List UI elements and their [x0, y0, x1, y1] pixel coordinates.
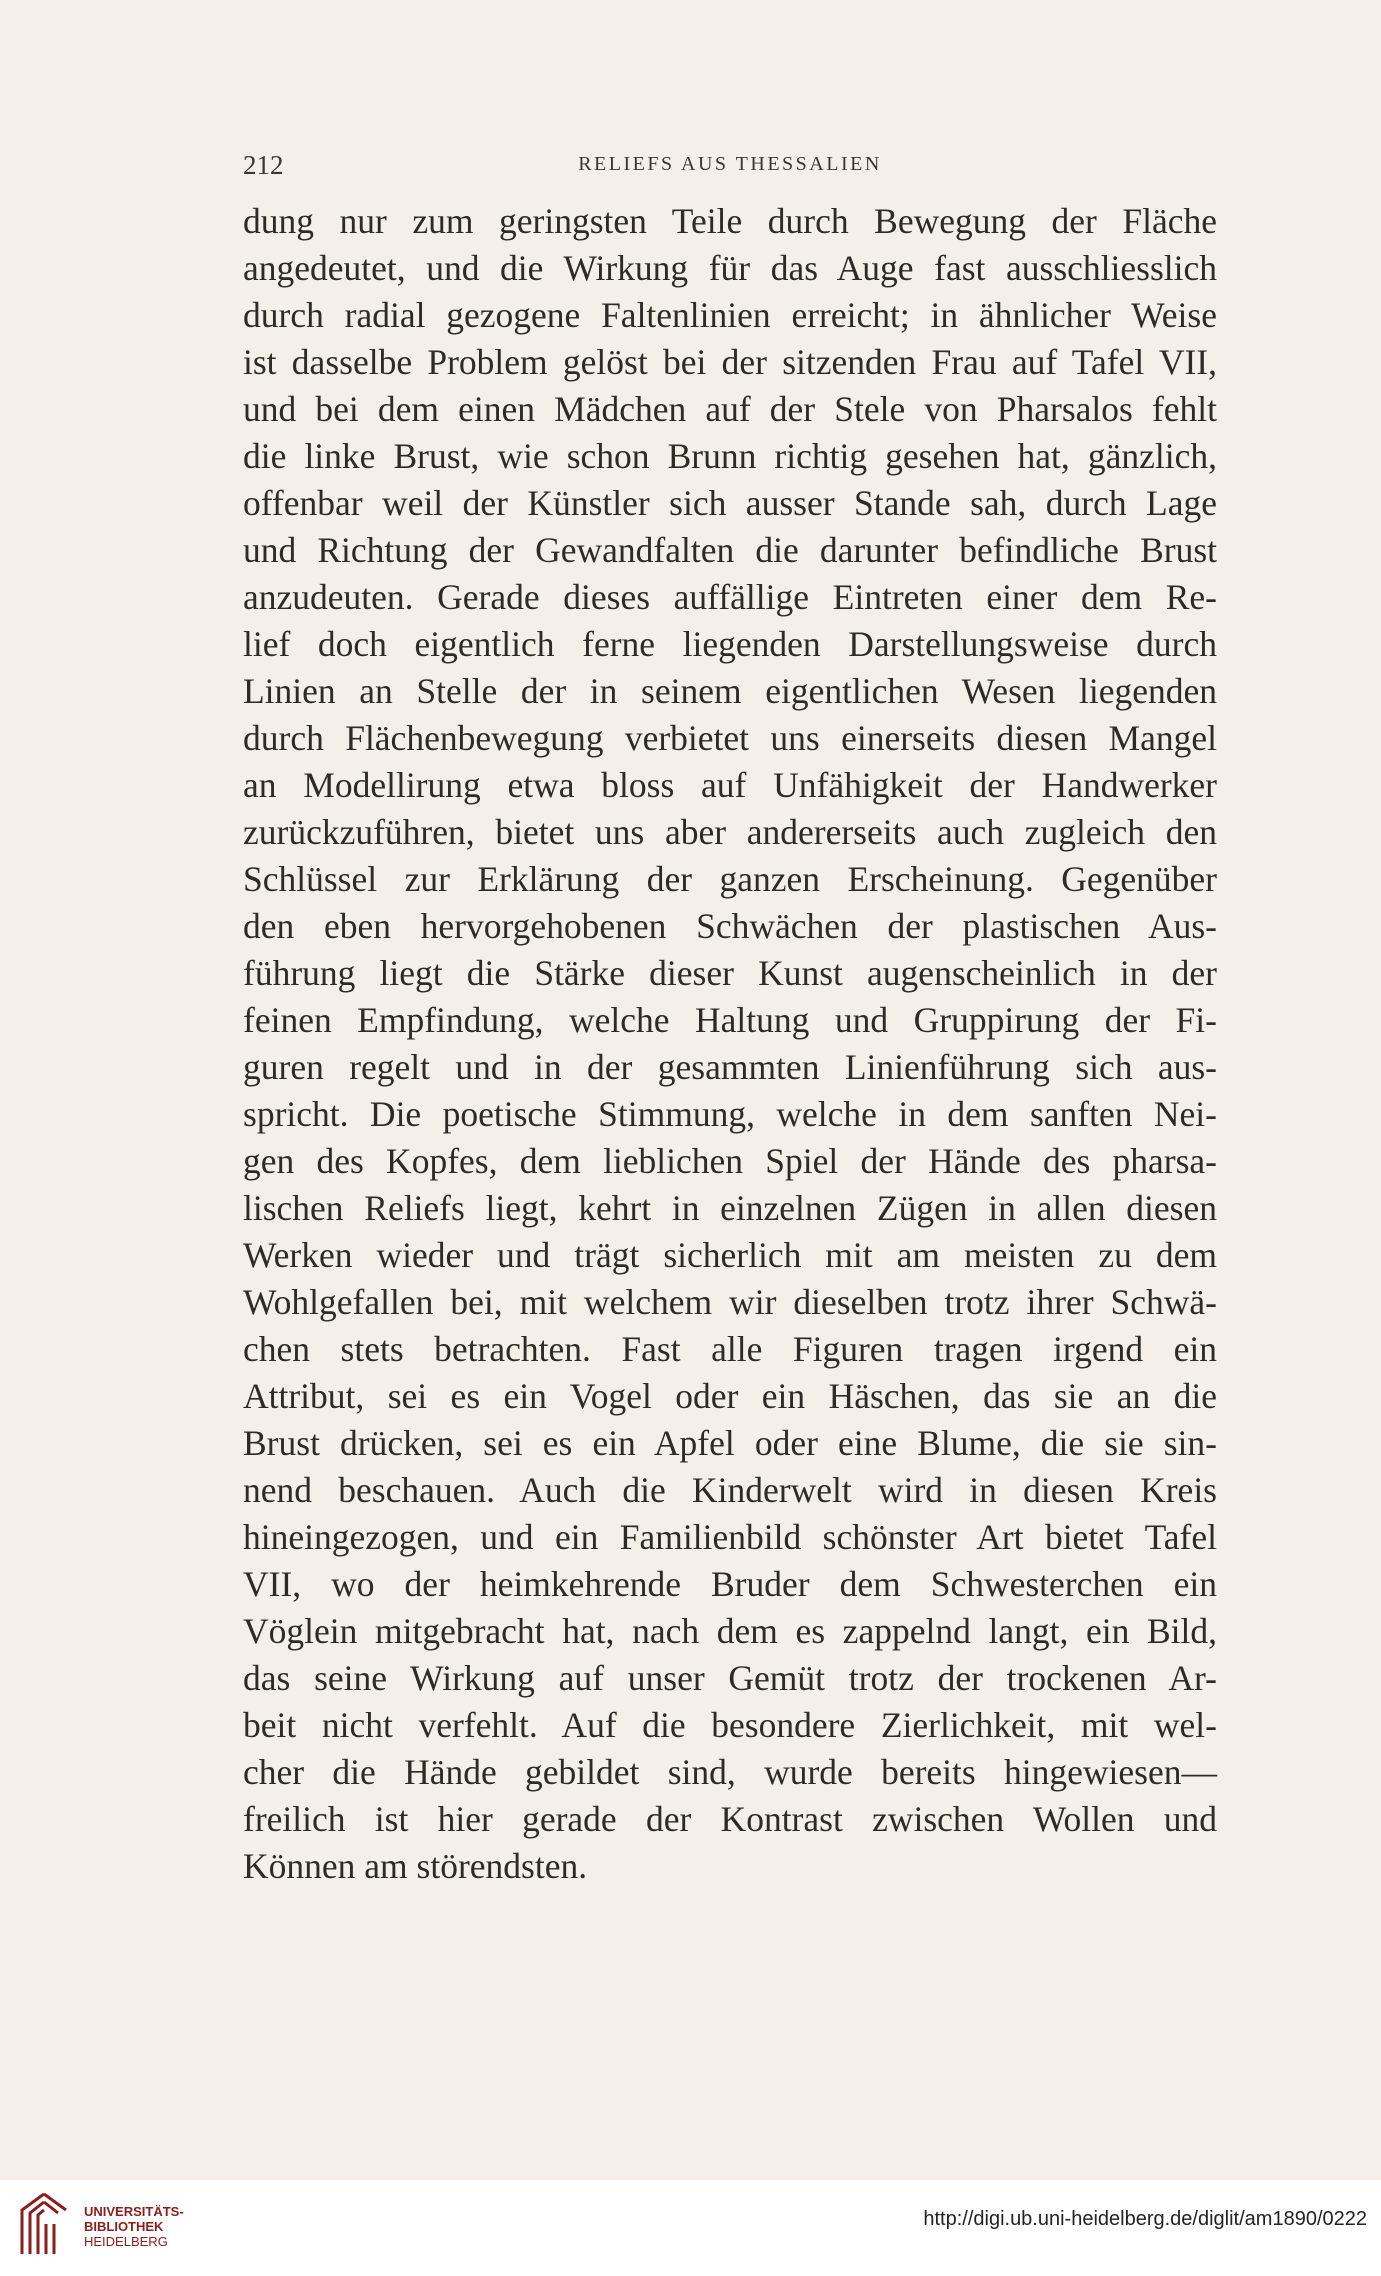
text-line: dung nur zum geringsten Teile durch Bewegung der Fläche: [243, 201, 1217, 241]
text-line: Linien an Stelle der in seinem eigentlichen Wesen liegenden: [243, 671, 1217, 711]
text-line: den eben hervorgehobenen Schwächen der plastischen Aus-: [243, 906, 1217, 946]
footer-bar: [0, 2180, 1381, 2276]
text-line: gen des Kopfes, dem lieblichen Spiel der Hände des pharsa-: [243, 1141, 1217, 1181]
text-line: Schlüssel zur Erklärung der ganzen Erscheinung. Gegenüber: [243, 859, 1217, 899]
text-line: lischen Reliefs liegt, kehrt in einzelnen Zügen in allen diesen: [243, 1188, 1217, 1228]
text-line: beit nicht verfehlt. Auf die besondere Zierlichkeit, mit wel-: [243, 1705, 1217, 1745]
text-line: VII, wo der heimkehrende Bruder dem Schwesterchen ein: [243, 1564, 1217, 1604]
source-url-link[interactable]: http://digi.ub.uni-heidelberg.de/diglit/am1890/0222: [923, 2208, 1367, 2230]
text-line: anzudeuten. Gerade dieses auffällige Eintreten einer dem Re-: [243, 577, 1217, 617]
text-line: guren regelt und in der gesammten Linienführung sich aus-: [243, 1047, 1217, 1087]
text-line: und bei dem einen Mädchen auf der Stele von Pharsalos fehlt: [243, 389, 1217, 429]
text-line: die linke Brust, wie schon Brunn richtig gesehen hat, gänzlich,: [243, 436, 1217, 476]
text-line: Vöglein mitgebracht hat, nach dem es zappelnd langt, ein Bild,: [243, 1611, 1217, 1651]
page-number: 212: [243, 150, 284, 180]
text-line: offenbar weil der Künstler sich ausser Stande sah, durch Lage: [243, 483, 1217, 523]
text-line: durch Flächenbewegung verbietet uns einerseits diesen Mangel: [243, 718, 1217, 758]
text-line: Attribut, sei es ein Vogel oder ein Häschen, das sie an die: [243, 1376, 1217, 1416]
text-line: Brust drücken, sei es ein Apfel oder eine Blume, die sie sin-: [243, 1423, 1217, 1463]
text-line: das seine Wirkung auf unser Gemüt trotz der trockenen Ar-: [243, 1658, 1217, 1698]
text-line: lief doch eigentlich ferne liegenden Darstellungsweise durch: [243, 624, 1217, 664]
library-logo-icon: [14, 2188, 74, 2262]
body-text: [243, 198, 1217, 1890]
text-line: Werken wieder und trägt sicherlich mit am meisten zu dem: [243, 1235, 1217, 1275]
text-line: angedeutet, und die Wirkung für das Auge fast ausschliesslich: [243, 248, 1217, 288]
text-line: feinen Empfindung, welche Haltung und Gruppirung der Fi-: [243, 1000, 1217, 1040]
text-line: und Richtung der Gewandfalten die darunter befindliche Brust: [243, 530, 1217, 570]
running-title: RELIEFS AUS THESSALIEN: [578, 153, 882, 175]
library-name-line: BIBLIOTHEK: [84, 2219, 164, 2234]
text-line: chen stets betrachten. Fast alle Figuren tragen irgend ein: [243, 1329, 1217, 1369]
text-line: ist dasselbe Problem gelöst bei der sitzenden Frau auf Tafel VII,: [243, 342, 1217, 382]
text-line: führung liegt die Stärke dieser Kunst augenscheinlich in der: [243, 953, 1217, 993]
text-line: an Modellirung etwa bloss auf Unfähigkeit der Handwerker: [243, 765, 1217, 805]
text-line: freilich ist hier gerade der Kontrast zwischen Wollen und: [243, 1799, 1217, 1839]
text-line: hineingezogen, und ein Familienbild schönster Art bietet Tafel: [243, 1517, 1217, 1557]
text-line: Wohlgefallen bei, mit welchem wir dieselben trotz ihrer Schwä-: [243, 1282, 1217, 1322]
text-line: zurückzuführen, bietet uns aber andererseits auch zugleich den: [243, 812, 1217, 852]
text-line: spricht. Die poetische Stimmung, welche in dem sanften Nei-: [243, 1094, 1217, 1134]
text-line: durch radial gezogene Faltenlinien erreicht; in ähnlicher Weise: [243, 295, 1217, 335]
library-name-line: HEIDELBERG: [84, 2234, 168, 2249]
text-line: Können am störendsten.: [243, 1846, 588, 1886]
library-name-line: UNIVERSITÄTS-: [84, 2204, 184, 2219]
text-line: nend beschauen. Auch die Kinderwelt wird in diesen Kreis: [243, 1470, 1217, 1510]
running-head: [243, 150, 1217, 180]
text-line: cher die Hände gebildet sind, wurde bereits hingewiesen—: [243, 1752, 1217, 1792]
library-name: [84, 2204, 184, 2249]
